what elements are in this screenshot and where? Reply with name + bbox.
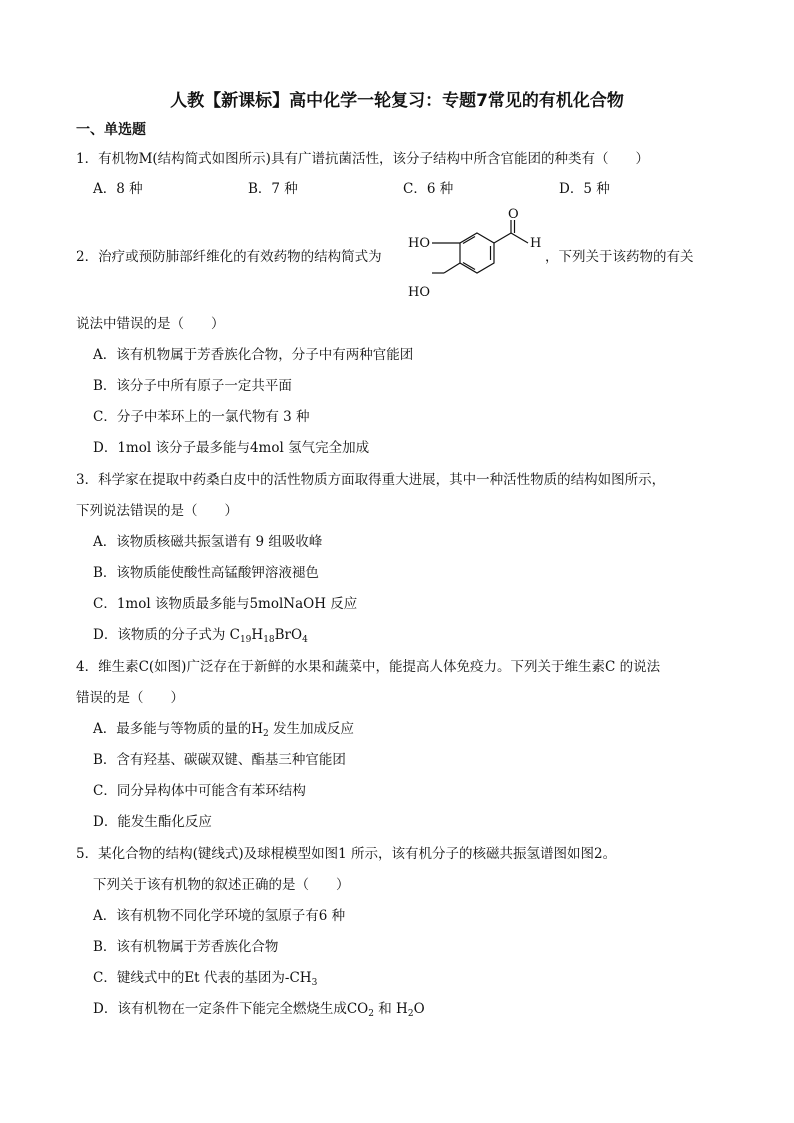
q4-option-a: A．最多能与等物质的量的$H_2$ 发生加成反应 <box>93 721 355 739</box>
mol-label-h: H <box>530 236 542 251</box>
q1-option-d: D．5 种 <box>559 181 610 197</box>
q3-stem-part2: 下列说法错误的是（ ） <box>76 503 238 519</box>
q3-option-a: A．该物质核磁共振氢谱有 9 组吸收峰 <box>93 534 323 550</box>
q4-option-c: C．同分异构体中可能含有苯环结构 <box>93 783 306 799</box>
mol-label-ho-bottom: HO <box>408 285 430 300</box>
mol-label-o: O <box>508 207 519 222</box>
q1-option-c: C．6 种 <box>403 181 454 197</box>
q2-option-b: B．该分子中所有原子一定共平面 <box>93 378 292 394</box>
q3-option-b: B．该物质能使酸性高锰酸钾溶液褪色 <box>93 565 319 581</box>
q4-option-b: B．含有羟基、碳碳双键、酯基三种官能团 <box>93 752 346 768</box>
q1-option-a: A．8 种 <box>93 181 143 197</box>
q5-stem-part2: 下列关于该有机物的叙述正确的是（ ） <box>93 877 350 893</box>
q1-stem: 1．有机物M(结构简式如图所示)具有广谱抗菌活性，该分子结构中所含官能团的种类有（ ） <box>76 151 649 167</box>
q2-option-a: A．该有机物属于芳香族化合物，分子中有两种官能团 <box>93 347 414 363</box>
molecule-structure-3-4-dihydroxybenzaldehyde <box>402 203 542 303</box>
q5-option-d: D．该有机物在一定条件下能完全燃烧生成$CO_2$ 和 $H_2O$ <box>93 1001 425 1019</box>
q5-option-c: C．键线式中的Et 代表的基团为$-CH_3$ <box>93 970 318 988</box>
q3-option-c: C．1mol 该物质最多能与5molNaOH 反应 <box>93 596 358 612</box>
q4-option-d: D．能发生酯化反应 <box>93 814 212 830</box>
q4-stem-part1: 4．维生素C(如图)广泛存在于新鲜的水果和蔬菜中，能提高人体免疫力。下列关于维生素C 的说法 <box>76 659 661 675</box>
q4-stem-part2: 错误的是（ ） <box>76 690 184 706</box>
q3-option-d: D．该物质的分子式为 $C_{19}H_{18}BrO_4$ <box>93 627 308 645</box>
q5-option-a: A．该有机物不同化学环境的氢原子有6 种 <box>93 908 346 924</box>
page-title: 人教【新课标】高中化学一轮复习：专题7常见的有机化合物 <box>170 91 624 111</box>
mol-label-ho-top: HO <box>408 236 430 251</box>
q5-stem-part1: 5．某化合物的结构(键线式)及球棍模型如图1 所示，该有机分子的核磁共振氢谱图如图2。 <box>76 846 617 862</box>
q2-stem-part1: 2．治疗或预防肺部纤维化的有效药物的结构简式为 <box>76 249 382 265</box>
q3-stem-part1: 3．科学家在提取中药桑白皮中的活性物质方面取得重大进展，其中一种活性物质的结构如图所示， <box>76 472 666 488</box>
q1-option-b: B．7 种 <box>248 181 298 197</box>
q2-stem-part2: ，下列关于该药物的有关 <box>545 249 694 265</box>
q2-stem-part3: 说法中错误的是（ ） <box>76 316 225 332</box>
q2-option-d: D．1mol 该分子最多能与4mol 氢气完全加成 <box>93 440 370 456</box>
section-heading: 一、单选题 <box>76 122 146 138</box>
q2-option-c: C．分子中苯环上的一氯代物有 3 种 <box>93 409 310 425</box>
q5-option-b: B．该有机物属于芳香族化合物 <box>93 939 279 955</box>
